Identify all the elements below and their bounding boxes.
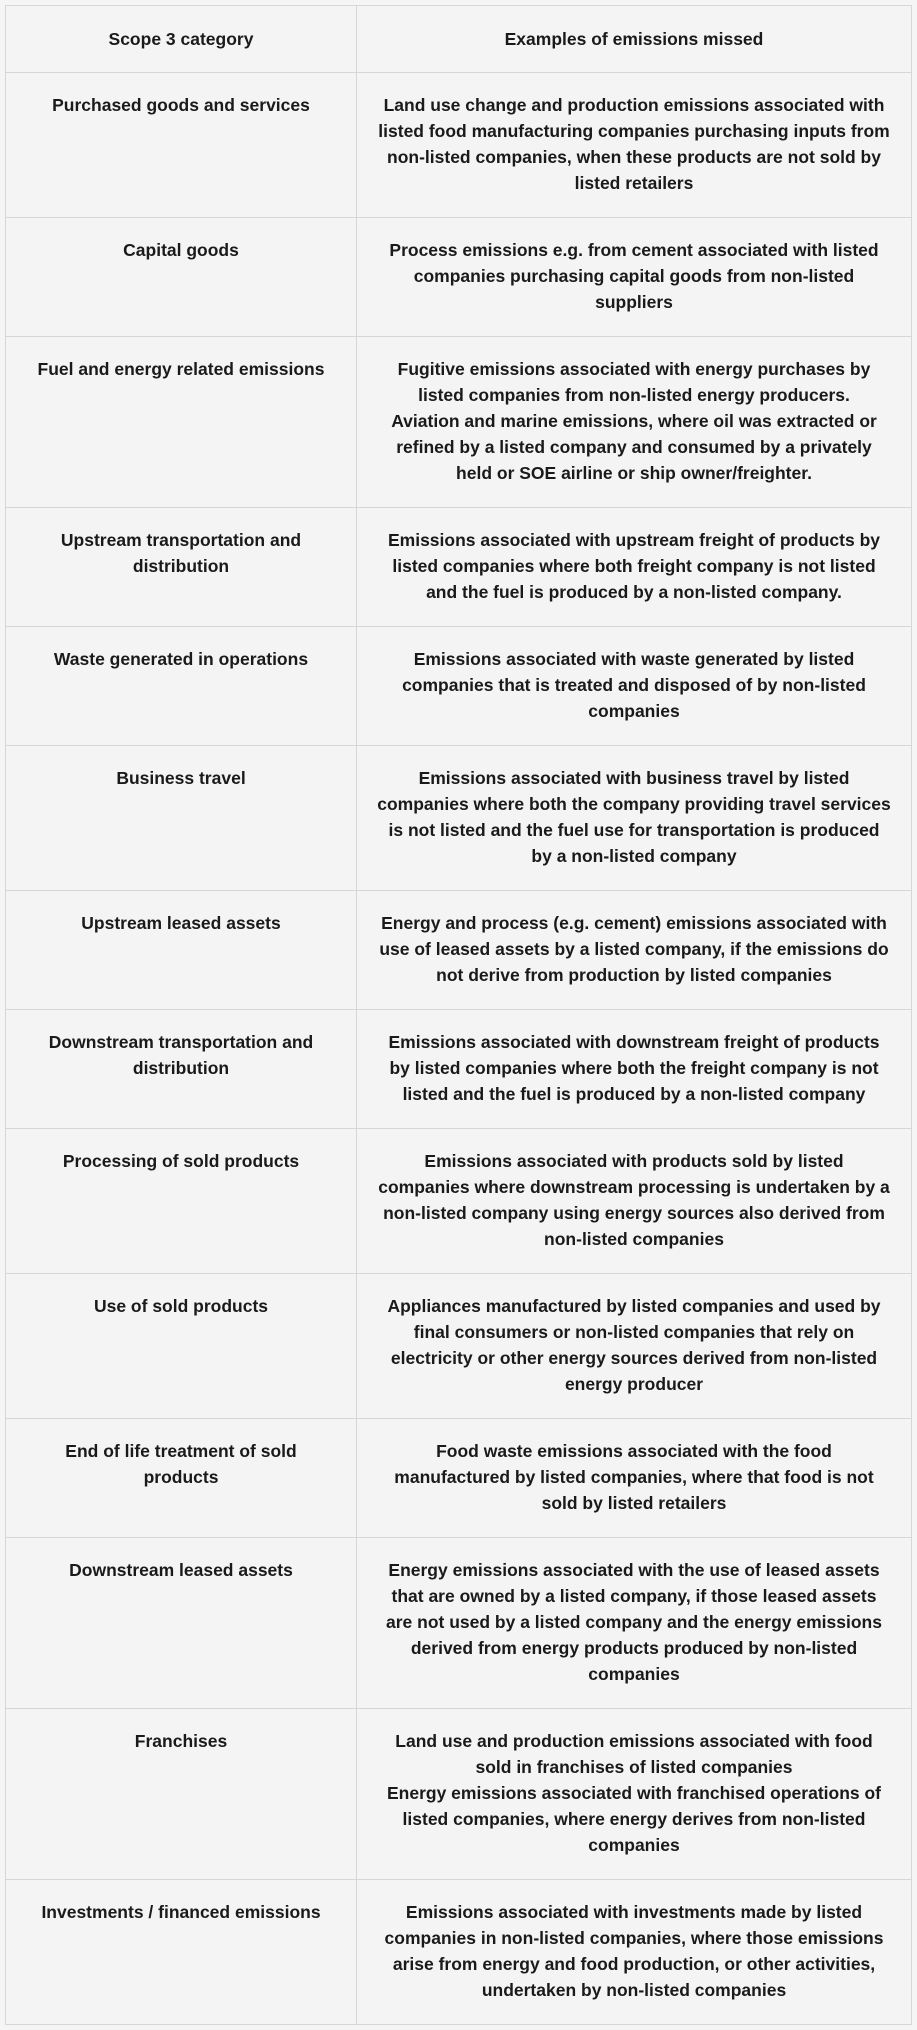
example-text: Emissions associated with products sold by listed companies where downstream processing is undertaken by a non-listed company using energy sources also derived from non-listed companies xyxy=(378,1151,890,1249)
example-text: Fugitive emissions associated with energy purchases by listed companies from non-listed energy producers. xyxy=(397,359,871,405)
table-row xyxy=(6,1274,912,1419)
example-text: Process emissions e.g. from cement associated with listed companies purchasing capital goods from non-listed suppliers xyxy=(389,240,879,312)
table-row xyxy=(6,1538,912,1709)
category-cell: Franchises xyxy=(6,1709,357,1880)
example-text: Land use and production emissions associated with food sold in franchises of listed companies xyxy=(395,1731,873,1777)
header-examples-missed: Examples of emissions missed xyxy=(357,6,912,73)
examples-cell xyxy=(357,1538,912,1709)
table-row xyxy=(6,1419,912,1538)
examples-cell xyxy=(357,73,912,218)
table-row xyxy=(6,73,912,218)
table-row xyxy=(6,218,912,337)
table-row xyxy=(6,891,912,1010)
examples-cell xyxy=(357,1274,912,1419)
examples-cell xyxy=(357,1419,912,1538)
table-row xyxy=(6,1709,912,1880)
table-row xyxy=(6,1129,912,1274)
category-cell: Fuel and energy related emissions xyxy=(6,337,357,508)
table-row xyxy=(6,337,912,508)
category-cell: Upstream transportation and distribution xyxy=(6,508,357,627)
examples-cell xyxy=(357,218,912,337)
table-row xyxy=(6,627,912,746)
example-text: Aviation and marine emissions, where oil was extracted or refined by a listed company and consumed by a privately held or SOE airline or ship owner/freighter. xyxy=(391,411,877,483)
example-text: Emissions associated with business travel by listed companies where both the company providing travel services is not listed and the fuel use for transportation is produced by a non-listed company xyxy=(377,768,891,866)
examples-cell xyxy=(357,627,912,746)
category-cell: Downstream transportation and distribution xyxy=(6,1010,357,1129)
examples-cell xyxy=(357,746,912,891)
table-row xyxy=(6,1880,912,2025)
examples-cell xyxy=(357,1880,912,2025)
header-scope3-category: Scope 3 category xyxy=(6,6,357,73)
category-cell: Purchased goods and services xyxy=(6,73,357,218)
examples-cell xyxy=(357,1010,912,1129)
examples-cell xyxy=(357,337,912,508)
header-row xyxy=(6,6,912,73)
category-cell: Use of sold products xyxy=(6,1274,357,1419)
example-text: Energy and process (e.g. cement) emissions associated with use of leased assets by a listed company, if the emissions do not derive from production by listed companies xyxy=(379,913,889,985)
scope3-emissions-table xyxy=(5,5,912,2025)
category-cell: Capital goods xyxy=(6,218,357,337)
example-text: Emissions associated with downstream freight of products by listed companies where both the freight company is not listed and the fuel is produced by a non-listed company xyxy=(388,1032,880,1104)
examples-cell xyxy=(357,1709,912,1880)
example-text: Emissions associated with investments made by listed companies in non-listed companies, where those emissions arise from energy and food production, or other activities, undertaken by non-listed companies xyxy=(384,1902,884,2000)
example-text: Appliances manufactured by listed companies and used by final consumers or non-listed companies that rely on electricity or other energy sources derived from non-listed energy producer xyxy=(387,1296,881,1394)
category-cell: Investments / financed emissions xyxy=(6,1880,357,2025)
table-row xyxy=(6,508,912,627)
table-row xyxy=(6,1010,912,1129)
example-text: Food waste emissions associated with the food manufactured by listed companies, where that food is not sold by listed retailers xyxy=(394,1441,874,1513)
table-row xyxy=(6,746,912,891)
category-cell: Downstream leased assets xyxy=(6,1538,357,1709)
example-text: Land use change and production emissions associated with listed food manufacturing companies purchasing inputs from non-listed companies, when these products are not sold by listed retailers xyxy=(378,95,890,193)
category-cell: End of life treatment of sold products xyxy=(6,1419,357,1538)
category-cell: Business travel xyxy=(6,746,357,891)
example-text: Emissions associated with waste generated by listed companies that is treated and disposed of by non-listed companies xyxy=(402,649,866,721)
example-text: Energy emissions associated with franchised operations of listed companies, where energy derives from non-listed companies xyxy=(386,1783,882,1855)
category-cell: Upstream leased assets xyxy=(6,891,357,1010)
example-text: Energy emissions associated with the use of leased assets that are owned by a listed company, if those leased assets are not used by a listed company and the energy emissions derived from energy products produced by non-listed companies xyxy=(386,1560,882,1684)
scope3-table-container xyxy=(5,5,911,2025)
category-cell: Processing of sold products xyxy=(6,1129,357,1274)
examples-cell xyxy=(357,1129,912,1274)
example-text: Emissions associated with upstream freight of products by listed companies where both freight company is not listed and the fuel is produced by a non-listed company. xyxy=(387,530,881,602)
examples-cell xyxy=(357,508,912,627)
category-cell: Waste generated in operations xyxy=(6,627,357,746)
examples-cell xyxy=(357,891,912,1010)
